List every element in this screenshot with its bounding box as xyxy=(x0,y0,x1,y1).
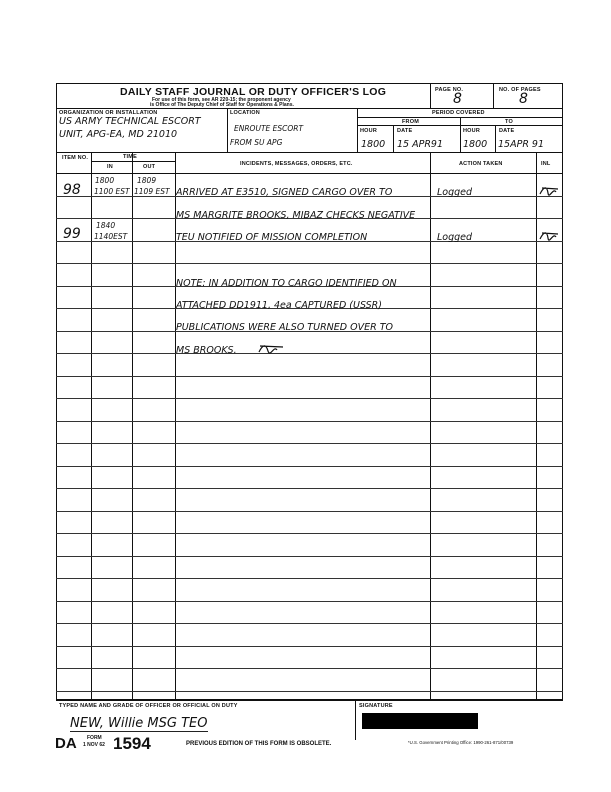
previous-edition-notice: PREVIOUS EDITION OF THIS FORM IS OBSOLETE. xyxy=(186,741,332,747)
divider xyxy=(460,117,461,152)
location-label: LOCATION xyxy=(230,110,260,116)
entry-98-in: 1100 EST xyxy=(94,187,130,196)
row-line xyxy=(56,623,563,624)
note-line-4: MS BROOKS. xyxy=(176,345,237,356)
entry-98-out: 1109 EST xyxy=(134,187,170,196)
to-label: TO xyxy=(505,119,513,125)
column-line xyxy=(132,152,133,700)
form-number: 1594 xyxy=(113,734,151,753)
entry-98-action: Logged xyxy=(437,187,473,198)
entry-98-item: 98 xyxy=(63,182,81,198)
row-line xyxy=(56,578,563,579)
row-line xyxy=(56,488,563,489)
org-line-2: UNIT, APG-EA, MD 21010 xyxy=(59,129,178,140)
typed-name-value: NEW, Willie MSG TEO xyxy=(70,716,208,731)
entry-98-in-top: 1800 xyxy=(95,176,115,185)
form-subtitle-2: is Office of The Deputy Chief of Staff for Operations & Plans. xyxy=(150,102,294,108)
row-line xyxy=(56,511,563,512)
no-of-pages-label: NO. OF PAGES xyxy=(499,87,541,93)
entry-99-text: TEU NOTIFIED OF MISSION COMPLETION xyxy=(176,232,368,243)
col-action: ACTION TAKEN xyxy=(459,161,503,167)
row-line xyxy=(56,668,563,669)
note-line-1: NOTE: IN ADDITION TO CARGO IDENTIFIED ON xyxy=(176,278,397,289)
to-date-label: DATE xyxy=(499,128,515,134)
row-line xyxy=(56,533,563,534)
from-date-value: 15 APR91 xyxy=(397,139,444,150)
rule xyxy=(91,161,175,162)
form-subtitle-1: For use of this form, see AR 220-15; the proponent agency xyxy=(152,97,291,103)
row-line xyxy=(56,398,563,399)
initials-mark xyxy=(538,184,562,198)
form-prefix: DA xyxy=(55,735,77,752)
divider xyxy=(357,108,358,152)
printing-office-note: *U.S. Government Printing Office: 1990-261-871/00739 xyxy=(408,740,514,745)
to-date-value: 15APR 91 xyxy=(498,139,545,150)
redaction-box xyxy=(362,713,478,729)
page-no-value: 8 xyxy=(453,91,462,107)
row-line xyxy=(56,691,563,692)
divider xyxy=(393,125,394,152)
form-title: DAILY STAFF JOURNAL OR DUTY OFFICER'S LOG xyxy=(120,86,387,98)
divider xyxy=(355,700,356,740)
col-incidents: INCIDENTS, MESSAGES, ORDERS, ETC. xyxy=(240,161,353,167)
form-word: FORM xyxy=(87,735,102,741)
row-line xyxy=(56,421,563,422)
row-line xyxy=(56,646,563,647)
col-time: TIME xyxy=(123,154,137,160)
entry-98-out-top: 1809 xyxy=(137,176,157,185)
row-line xyxy=(56,353,563,354)
column-line xyxy=(91,152,92,700)
divider xyxy=(495,125,496,152)
col-out: OUT xyxy=(143,164,156,170)
initials-mark xyxy=(538,229,562,243)
initials-mark xyxy=(257,342,287,356)
entry-98-text-1: ARRIVED AT E3510, SIGNED CARGO OVER TO xyxy=(176,187,393,198)
divider xyxy=(430,84,431,109)
to-hour-label: HOUR xyxy=(463,128,480,134)
from-hour-value: 1800 xyxy=(361,139,386,150)
divider xyxy=(493,84,494,109)
form-date: 1 NOV 62 xyxy=(83,742,105,748)
col-inl: INL xyxy=(541,161,551,167)
from-label: FROM xyxy=(402,119,419,125)
entry-99-in: 1140EST xyxy=(94,232,128,241)
divider xyxy=(227,108,228,152)
column-line xyxy=(430,152,431,700)
rule xyxy=(56,108,563,109)
signature-label: SIGNATURE xyxy=(359,703,393,709)
entry-99-in-top: 1840 xyxy=(96,221,116,230)
from-hour-label: HOUR xyxy=(360,128,377,134)
rule xyxy=(56,700,563,701)
col-item-no: ITEM NO. xyxy=(62,155,89,161)
row-line xyxy=(56,601,563,602)
from-date-label: DATE xyxy=(397,128,413,134)
period-covered-label: PERIOD COVERED xyxy=(432,110,485,116)
entry-98-text-2: MS MARGRITE BROOKS, MIBAZ CHECKS NEGATIVE xyxy=(176,210,416,221)
row-line xyxy=(56,443,563,444)
row-line xyxy=(56,376,563,377)
org-line-1: US ARMY TECHNICAL ESCORT xyxy=(59,116,201,127)
location-line-2: FROM SU APG xyxy=(230,138,283,147)
col-in: IN xyxy=(107,164,113,170)
rule xyxy=(357,125,563,126)
page-no-label: PAGE NO. xyxy=(435,87,464,93)
row-line xyxy=(56,466,563,467)
typed-name-label: TYPED NAME AND GRADE OF OFFICER OR OFFICIAL ON DUTY xyxy=(59,703,238,709)
no-of-pages-value: 8 xyxy=(519,91,528,107)
location-line-1: ENROUTE ESCORT xyxy=(234,124,304,133)
org-label: ORGANIZATION OR INSTALLATION xyxy=(59,110,158,116)
row-line xyxy=(56,556,563,557)
column-line xyxy=(536,152,537,700)
entry-99-action: Logged xyxy=(437,232,473,243)
entry-99-item: 99 xyxy=(63,226,81,242)
note-line-2: ATTACHED DD1911, 4ea CAPTURED (USSR) xyxy=(176,300,382,311)
header-rule xyxy=(56,173,563,174)
row-line xyxy=(56,263,563,264)
note-line-3: PUBLICATIONS WERE ALSO TURNED OVER TO xyxy=(176,322,393,333)
to-hour-value: 1800 xyxy=(463,139,488,150)
